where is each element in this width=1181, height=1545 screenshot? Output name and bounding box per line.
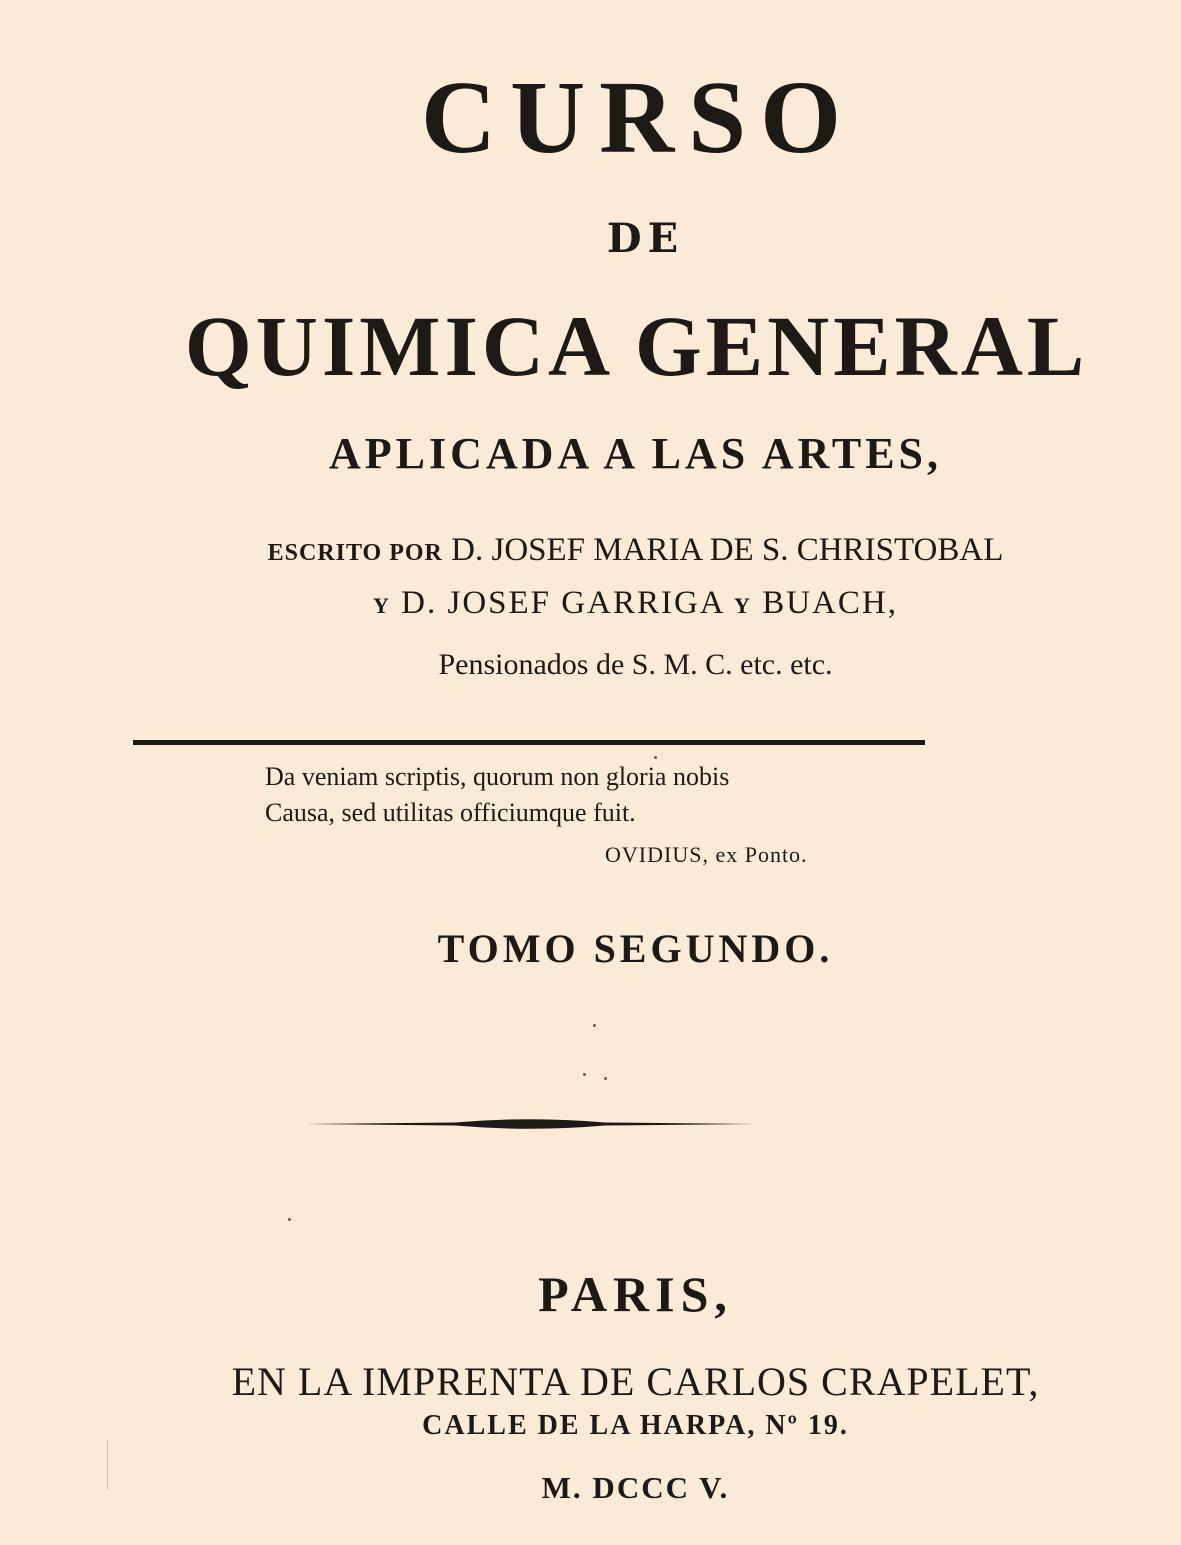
epigraph-source: OVIDIUS, ex Ponto.: [605, 842, 808, 867]
pensioned-line: Pensionados de S. M. C. etc. etc.: [438, 648, 833, 681]
imprint-city: PARIS,: [538, 1266, 733, 1322]
author-2-surname: BUACH,: [762, 585, 898, 621]
paper-edge-mark: [107, 1440, 108, 1490]
title-de: DE: [606, 215, 685, 262]
paper-speck: [288, 1218, 291, 1221]
paper-speck: [604, 1077, 607, 1080]
author-line-2: [0, 585, 1181, 622]
epigraph-line-2: Causa, sed utilitas officiumque fuit.: [265, 798, 636, 827]
subtitle: APLICADA A LAS ARTES,: [328, 429, 943, 478]
epigraph-line-1: Da veniam scriptis, quorum non gloria nobis: [265, 762, 730, 791]
paper-speck: [593, 1024, 596, 1027]
author-join-2: Y: [734, 593, 752, 618]
author-line-1: [0, 532, 1181, 569]
title-curso: CURSO: [420, 60, 856, 175]
imprint-address: CALLE DE LA HARPA, Nº 19.: [422, 1410, 849, 1441]
author-1: D. JOSEF MARIA DE S. CHRISTOBAL: [451, 532, 1004, 568]
main-title: QUIMICA GENERAL: [184, 298, 1089, 394]
author-join-1: Y: [373, 593, 391, 618]
imprint-year: M. DCCC V.: [541, 1470, 730, 1505]
author-2-name: D. JOSEF GARRIGA: [401, 585, 724, 621]
volume-label: TOMO SEGUNDO.: [437, 926, 834, 971]
author-intro: ESCRITO POR: [267, 540, 443, 566]
imprint-printer: EN LA IMPRENTA DE CARLOS CRAPELET,: [231, 1359, 1040, 1404]
divider-rule: [133, 740, 925, 745]
ornamental-rule: [305, 1115, 755, 1133]
paper-speck: [583, 1073, 586, 1076]
paper-speck: [654, 756, 657, 759]
